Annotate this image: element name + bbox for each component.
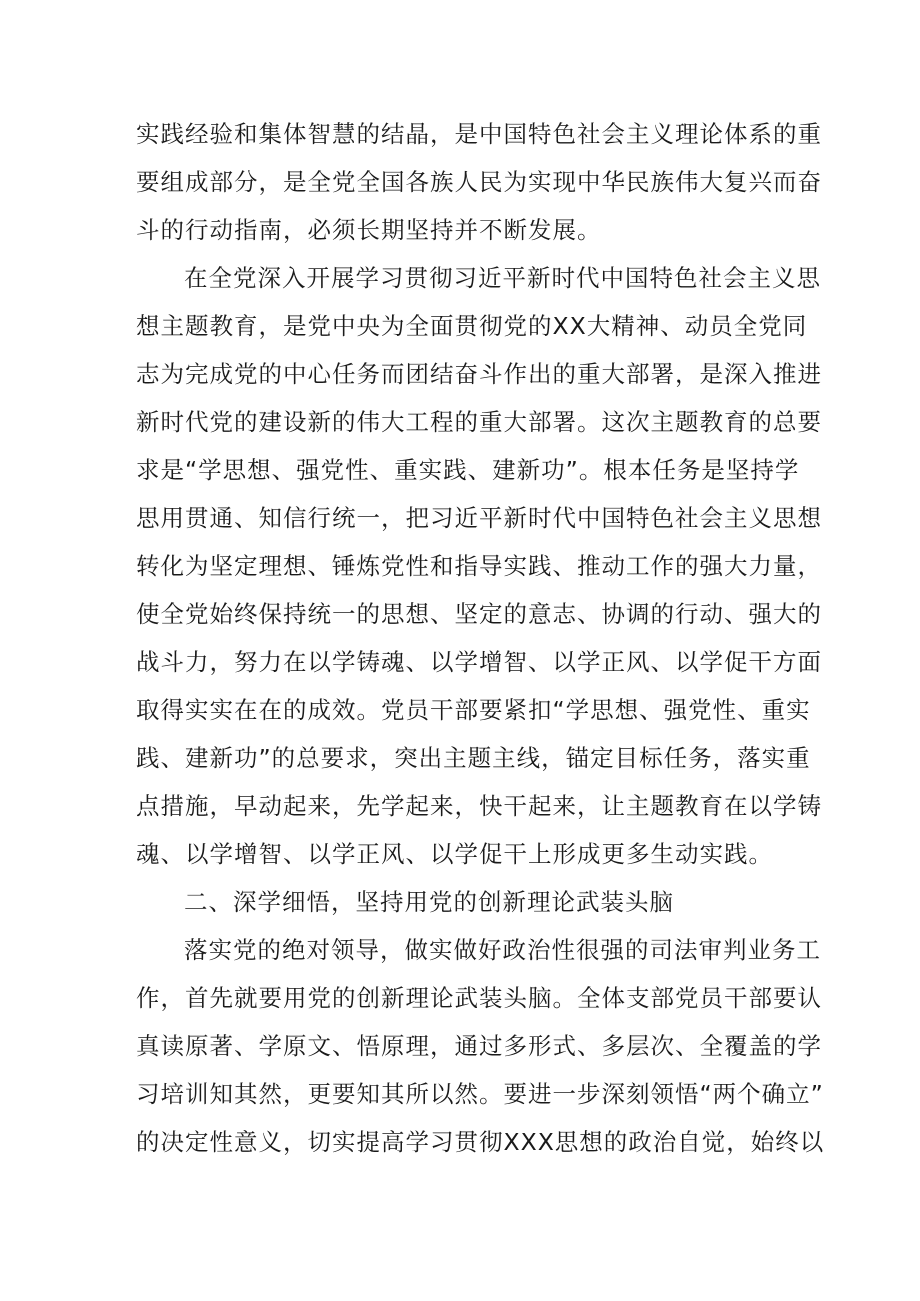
text-line: 实践经验和集体智慧的结晶，是中国特色社会主义理论体系的重	[136, 120, 822, 148]
text-line: 的决定性意义，切实提高学习贯彻XXX思想的政治自觉，始终以	[136, 1128, 825, 1156]
text-line: 使全党始终保持统一的思想、坚定的意志、协调的行动、强大的	[136, 600, 822, 628]
text-line: 魂、以学增智、以学正风、以学促干上形成更多生动实践。	[136, 840, 773, 868]
text-line: 作，首先就要用党的创新理论武装头脑。全体支部党员干部要认	[136, 984, 822, 1012]
text-line: 新时代党的建设新的伟大工程的重大部署。这次主题教育的总要	[136, 408, 822, 436]
text-line: 践、建新功”的总要求，突出主题主线，锚定目标任务，落实重	[136, 744, 811, 772]
paragraph-first-line: 在全党深入开展学习贯彻习近平新时代中国特色社会主义思	[184, 264, 821, 292]
text-line: 要组成部分，是全党全国各族人民为实现中华民族伟大复兴而奋	[136, 168, 822, 196]
text-line: 习培训知其然，更要知其所以然。要进一步深刻领悟“两个确立”	[136, 1080, 824, 1108]
text-line: 斗的行动指南，必须长期坚持并不断发展。	[136, 216, 602, 244]
text-line: 点措施，早动起来，先学起来，快干起来，让主题教育在以学铸	[136, 792, 822, 820]
text-line: 转化为坚定理想、锤炼党性和指导实践、推动工作的强大力量，	[136, 552, 822, 580]
text-line: 真读原著、学原文、悟原理，通过多形式、多层次、全覆盖的学	[136, 1032, 822, 1060]
text-line: 思用贯通、知信行统一，把习近平新时代中国特色社会主义思想	[136, 504, 822, 532]
paragraph-first-line: 落实党的绝对领导，做实做好政治性很强的司法审判业务工	[184, 936, 821, 964]
text-line: 想主题教育，是党中央为全面贯彻党的XX大精神、动员全党同	[136, 312, 808, 340]
text-line: 求是“学思想、强党性、重实践、建新功”。根本任务是坚持学	[136, 456, 800, 484]
text-line: 战斗力，努力在以学铸魂、以学增智、以学正风、以学促干方面	[136, 648, 822, 676]
text-line: 志为完成党的中心任务而团结奋斗作出的重大部署，是深入推进	[136, 360, 822, 388]
text-line: 取得实实在在的成效。党员干部要紧扣“学思想、强党性、重实	[136, 696, 811, 724]
section-heading: 二、深学细悟，坚持用党的创新理论武装头脑	[184, 888, 674, 916]
